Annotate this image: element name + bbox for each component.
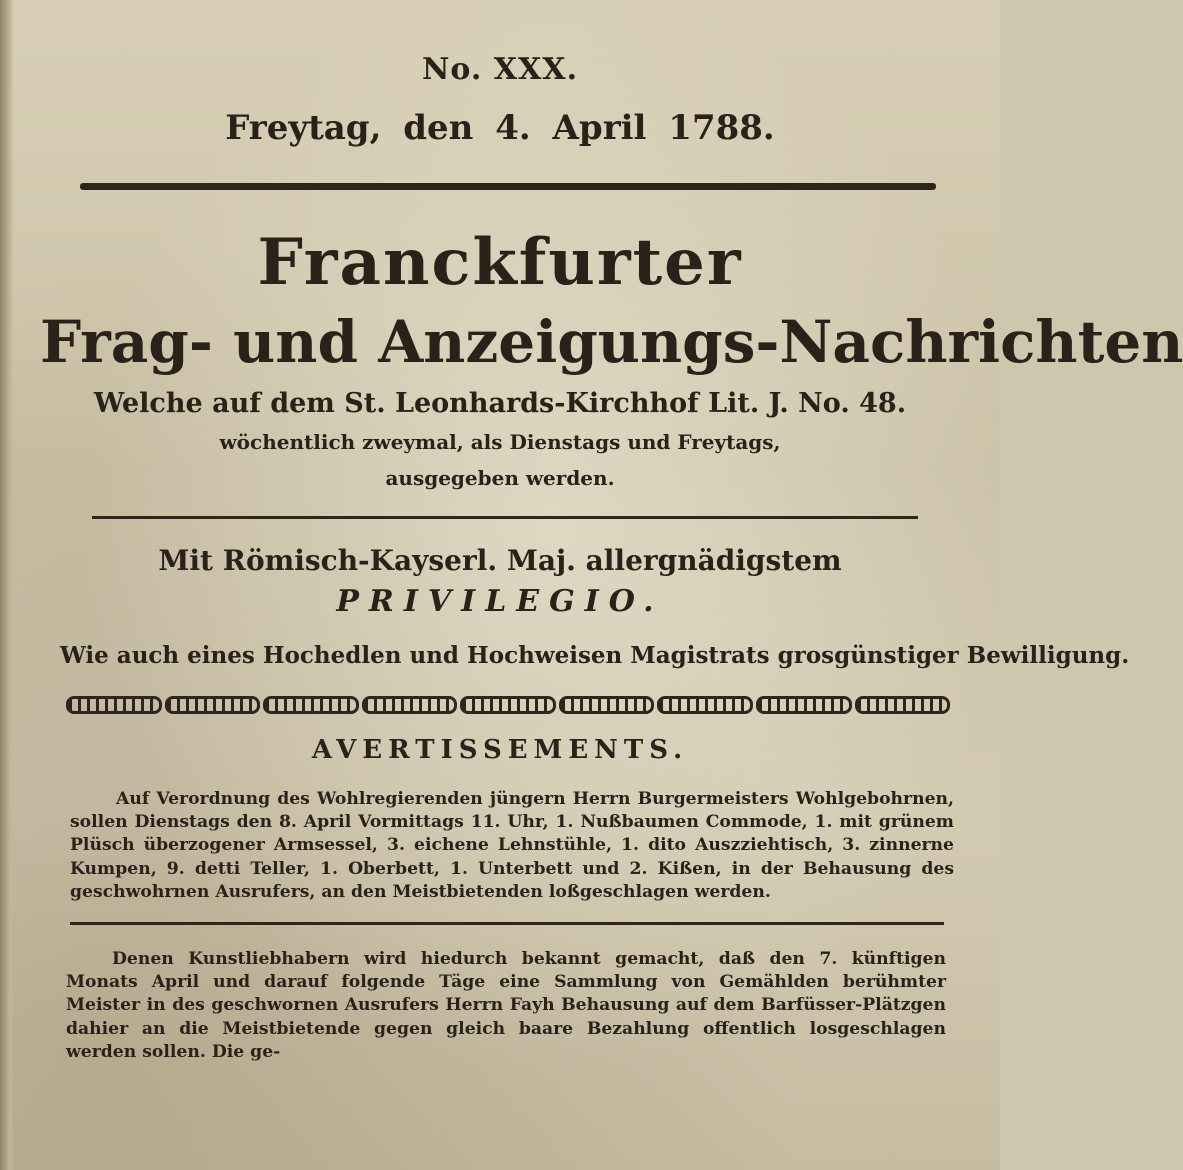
issue-date: Freytag, den 4. April 1788.: [225, 108, 775, 148]
advertisement-paragraph-1: [70, 788, 954, 904]
privilege-line1: Mit Römisch-Kayserl. Maj. allergnädigstem: [158, 544, 842, 577]
advertisement-paragraph-2: [66, 948, 946, 1064]
ornamental-border: [66, 695, 950, 715]
privilege-line2: PRIVILEGIO.: [336, 584, 664, 619]
masthead-title-line2: Frag- und Anzeigungs-Nachrichten: [40, 308, 1183, 376]
top-rule: [80, 183, 936, 190]
paragraph-divider: [70, 922, 944, 925]
masthead-address: Welche auf dem St. Leonhards-Kirchhof Lit. J. No. 48.: [93, 388, 907, 419]
masthead-rule: [92, 516, 918, 519]
advertisement-text-2: Denen Kunstliebhabern wird hiedurch bekannt gemacht, daß den 7. künftigen Monats April und darauf folgende Täge eine Sammlung von Gemählden berühmter Meister in des geschwornen Ausrufers Herrn Fayh Behausung auf dem Barfüsser-Plätzgen dahier an die Meistbietende gegen gleich baare Bezahlung offentlich losgeschlagen werden sollen. Die ge-: [66, 949, 946, 1062]
privilege-line3: Wie auch eines Hochedlen und Hochweisen Magistrats grosgünstiger Bewilligung.: [60, 642, 1130, 669]
masthead-frequency: wöchentlich zweymal, als Dienstags und Freytags,: [219, 430, 781, 454]
advertisement-text-1: Auf Verordnung des Wohlregierenden jüngern Herrn Burgermeisters Wohlgebohrnen, sollen Dienstags den 8. April Vormittags 11. Uhr, 1. Nußbaumen Commode, 1. mit grünem Plüsch überzogener Armsessel, 3. eichene Lehnstühle, 1. dito Auszziehtisch, 3. zinnerne Kumpen, 9. detti Teller, 1. Oberbett, 1. Unterbett und 2. Kißen, in der Behausung des geschwohrnen Ausrufers, an den Meistbietenden loßgeschlagen werden.: [70, 789, 954, 902]
section-heading: AVERTISSEMENTS.: [311, 735, 689, 765]
masthead-issued: ausgegeben werden.: [385, 466, 615, 490]
masthead-title-line1: Franckfurter: [257, 225, 743, 300]
issue-number: No. XXX.: [421, 52, 579, 87]
